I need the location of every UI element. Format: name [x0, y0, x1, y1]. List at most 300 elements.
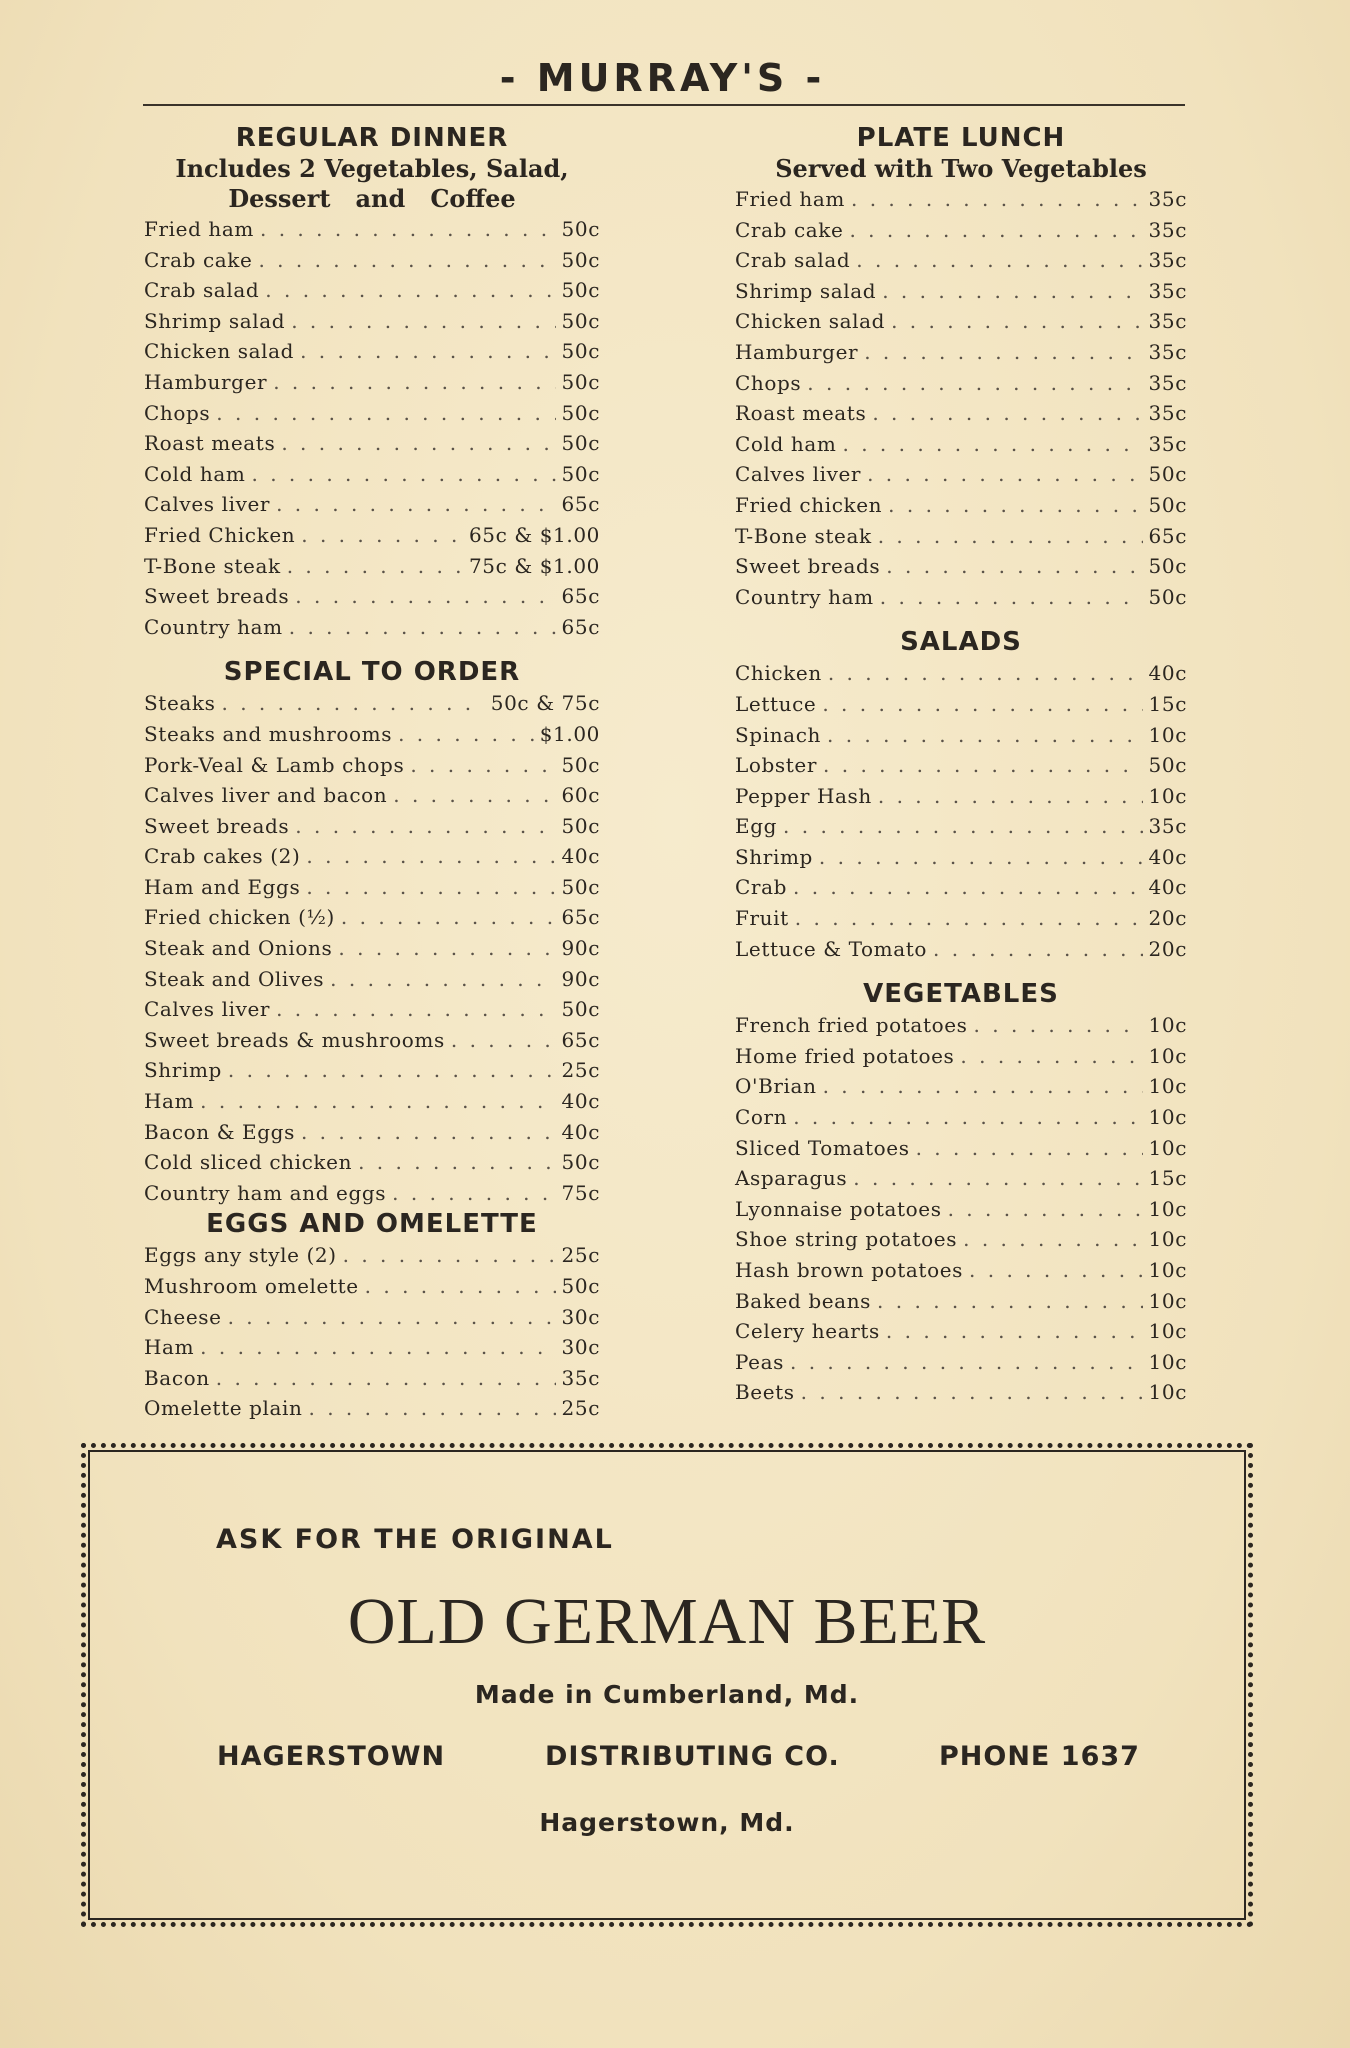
menu-item	[735, 1316, 1187, 1347]
leader-dots	[801, 1377, 1143, 1408]
menu-item-price: 75c & $1.00	[468, 553, 600, 578]
menu-item-price: 35c	[1148, 278, 1187, 303]
menu-item	[144, 1086, 600, 1117]
menu-item	[735, 1255, 1187, 1286]
menu-item-price: 25c	[561, 1058, 600, 1083]
menu-item-price: 35c	[1148, 401, 1187, 426]
menu-item-price: 35c	[1148, 309, 1187, 334]
eggs-omelette-section	[144, 1208, 600, 1424]
menu-item-name: Ham	[144, 1089, 195, 1114]
vegetables-title: VEGETABLES	[863, 979, 1059, 1010]
menu-item-name: Omelette plain	[144, 1396, 303, 1421]
menu-item	[144, 520, 600, 551]
leader-dots	[200, 1086, 555, 1117]
menu-item	[735, 551, 1187, 582]
menu-item	[144, 1240, 600, 1271]
menu-item-price: 20c	[1148, 936, 1187, 961]
menu-item	[735, 215, 1187, 246]
menu-item-name: Fried Chicken	[144, 522, 296, 547]
menu-item-name: Steak and Onions	[144, 936, 333, 961]
menu-item-price: 10c	[1148, 1013, 1187, 1038]
ad-made-in: Made in Cumberland, Md.	[474, 1680, 860, 1709]
leader-dots	[306, 872, 555, 903]
menu-item	[144, 1271, 600, 1302]
menu-masthead: - MURRAY'S -	[499, 56, 826, 100]
leader-dots	[216, 1363, 556, 1394]
menu-item	[144, 994, 600, 1025]
leader-dots	[341, 902, 556, 933]
menu-item-price: $1.00	[539, 721, 600, 746]
menu-item-price: 40c	[561, 1119, 600, 1144]
special-to-order-list	[144, 688, 600, 1208]
special-to-order-title: SPECIAL TO ORDER	[223, 657, 521, 688]
menu-item-name: Country ham	[735, 584, 874, 609]
leader-dots	[795, 903, 1143, 934]
menu-item-name: Baked beans	[735, 1288, 872, 1313]
ad-phone: PHONE 1637	[939, 1741, 1140, 1772]
leader-dots	[221, 688, 484, 719]
menu-item-name: Calves liver	[144, 492, 271, 517]
leader-dots	[828, 658, 1143, 689]
menu-item-price: 40c	[561, 1089, 600, 1114]
leader-dots	[878, 781, 1143, 812]
menu-item-price: 10c	[1148, 1227, 1187, 1252]
menu-item-name: Chops	[735, 370, 802, 395]
leader-dots	[365, 1271, 556, 1302]
menu-item-name: Steaks and mushrooms	[144, 721, 393, 746]
menu-item-price: 35c	[1148, 339, 1187, 364]
leader-dots	[822, 689, 1142, 720]
left-column	[144, 122, 600, 1424]
leader-dots	[793, 1102, 1142, 1133]
menu-item-name: Roast meats	[144, 431, 276, 456]
menu-item	[144, 1178, 600, 1209]
regular-dinner-section	[144, 122, 600, 642]
leader-dots	[891, 306, 1142, 337]
leader-dots	[849, 215, 1142, 246]
leader-dots	[392, 1178, 555, 1209]
menu-item-price: 30c	[561, 1304, 600, 1329]
menu-item	[735, 903, 1187, 934]
leader-dots	[281, 428, 555, 459]
leader-dots	[276, 489, 555, 520]
menu-item-name: Eggs any style (2)	[144, 1243, 337, 1268]
menu-item-price: 30c	[561, 1335, 600, 1360]
leader-dots	[790, 1347, 1143, 1378]
menu-item-price: 50c	[561, 752, 600, 777]
menu-item-name: Roast meats	[735, 401, 867, 426]
menu-item-name: Beets	[735, 1380, 795, 1405]
leader-dots	[783, 811, 1143, 842]
menu-item-name: French fried potatoes	[735, 1013, 968, 1038]
menu-item	[735, 1133, 1187, 1164]
menu-item-price: 60c	[561, 783, 600, 808]
menu-item	[735, 306, 1187, 337]
menu-item-price: 65c	[1148, 523, 1187, 548]
menu-item-price: 10c	[1148, 1349, 1187, 1374]
menu-item	[144, 275, 600, 306]
menu-item-price: 50c	[1148, 753, 1187, 778]
leader-dots	[886, 1316, 1143, 1347]
menu-item	[735, 781, 1187, 812]
leader-dots	[398, 719, 534, 750]
menu-item-name: Crab cakes (2)	[144, 844, 301, 869]
leader-dots	[807, 368, 1142, 399]
menu-item-name: Crab salad	[735, 248, 851, 273]
menu-item-name: O'Brian	[735, 1074, 817, 1099]
menu-item-price: 40c	[1148, 844, 1187, 869]
menu-item-name: Calves liver	[144, 997, 271, 1022]
menu-item-price: 10c	[1148, 783, 1187, 808]
menu-item-price: 50c	[561, 369, 600, 394]
menu-item-name: Chicken salad	[735, 309, 886, 334]
leader-dots	[300, 336, 555, 367]
menu-item-price: 10c	[1148, 722, 1187, 747]
leader-dots	[867, 459, 1142, 490]
menu-item-price: 65c & $1.00	[468, 522, 600, 547]
menu-item-price: 50c	[1148, 554, 1187, 579]
menu-item-name: Lobster	[735, 753, 818, 778]
menu-item	[735, 398, 1187, 429]
menu-item	[735, 1194, 1187, 1225]
vegetables-list	[735, 1010, 1187, 1408]
menu-item	[144, 398, 600, 429]
menu-item	[735, 1010, 1187, 1041]
menu-item	[144, 811, 600, 842]
leader-dots	[289, 612, 556, 643]
menu-item	[735, 276, 1187, 307]
leader-dots	[265, 275, 555, 306]
ad-company-mid: DISTRIBUTING CO.	[545, 1741, 840, 1772]
menu-item	[735, 689, 1187, 720]
menu-item-name: Fried ham	[144, 217, 254, 241]
plate-lunch-list	[735, 184, 1187, 612]
menu-item	[144, 841, 600, 872]
menu-item	[144, 459, 600, 490]
menu-item	[144, 551, 600, 582]
menu-item	[735, 1286, 1187, 1317]
menu-item	[735, 582, 1187, 613]
menu-item-name: Asparagus	[735, 1166, 848, 1191]
menu-item-name: Ham and Eggs	[144, 874, 301, 899]
menu-item	[735, 811, 1187, 842]
leader-dots	[200, 1332, 555, 1363]
leader-dots	[295, 581, 555, 612]
menu-item-name: Lyonnaise potatoes	[735, 1196, 942, 1221]
menu-item	[144, 1025, 600, 1056]
menu-item	[735, 1041, 1187, 1072]
menu-item	[144, 719, 600, 750]
menu-item-name: T-Bone steak	[735, 523, 872, 548]
leader-dots	[451, 1025, 556, 1056]
menu-item-name: Shrimp salad	[735, 278, 877, 303]
menu-item-price: 35c	[1148, 187, 1187, 211]
menu-item-price: 10c	[1148, 1043, 1187, 1068]
salads-title: SALADS	[900, 627, 1022, 658]
leader-dots	[338, 933, 555, 964]
menu-item-name: Chops	[144, 400, 211, 425]
leader-dots	[888, 490, 1142, 521]
leader-dots	[856, 245, 1142, 276]
menu-item-name: Fried ham	[735, 187, 845, 211]
menu-item-price: 20c	[1148, 906, 1187, 931]
menu-item-price: 35c	[1148, 248, 1187, 273]
menu-item	[144, 964, 600, 995]
menu-item-price: 50c	[561, 813, 600, 838]
ad-beer-name: OLD GERMAN BEER	[347, 1585, 987, 1658]
regular-dinner-list	[144, 214, 600, 642]
menu-item-price: 10c	[1148, 1258, 1187, 1282]
menu-item-price: 50c	[561, 874, 600, 899]
menu-item-price: 65c	[561, 584, 600, 609]
leader-dots	[228, 1055, 556, 1086]
menu-item	[735, 658, 1187, 689]
leader-dots	[306, 841, 555, 872]
menu-item	[735, 934, 1187, 965]
menu-item-name: Spinach	[735, 722, 821, 747]
menu-item	[735, 459, 1187, 490]
menu-item	[144, 489, 600, 520]
menu-item-price: 50c	[561, 247, 600, 272]
menu-item-price: 50c	[1148, 584, 1187, 609]
ad-company-left: HAGERSTOWN	[217, 1741, 446, 1772]
menu-item-price: 50c	[561, 461, 600, 486]
menu-item	[144, 1117, 600, 1148]
menu-item-name: Cold ham	[144, 461, 246, 486]
menu-item	[144, 1393, 600, 1424]
ad-ask-line: ASK FOR THE ORIGINAL	[216, 1524, 614, 1555]
menu-item-name: Hash brown potatoes	[735, 1258, 964, 1282]
menu-item	[144, 933, 600, 964]
menu-item-name: T-Bone steak	[144, 553, 281, 578]
menu-item-price: 50c	[1148, 462, 1187, 487]
plate-lunch-subtitle: Served with Two Vegetables	[775, 154, 1147, 183]
menu-item	[735, 750, 1187, 781]
menu-item	[735, 872, 1187, 903]
leader-dots	[793, 872, 1143, 903]
menu-item-name: Crab cake	[735, 217, 844, 242]
menu-item	[144, 872, 600, 903]
menu-item-price: 35c	[1148, 217, 1187, 242]
menu-item	[144, 902, 600, 933]
menu-item-price: 10c	[1148, 1074, 1187, 1099]
menu-item	[735, 337, 1187, 368]
leader-dots	[823, 1071, 1143, 1102]
menu-item-price: 50c	[1148, 492, 1187, 517]
leader-dots	[358, 1147, 555, 1178]
menu-item-price: 40c	[1148, 875, 1187, 900]
menu-item-price: 10c	[1148, 1288, 1187, 1313]
menu-item-price: 15c	[1148, 691, 1187, 716]
plate-lunch-section	[735, 122, 1187, 612]
menu-item-price: 50c	[561, 400, 600, 425]
menu-item-name: Cold sliced chicken	[144, 1150, 353, 1175]
menu-item-name: Bacon & Eggs	[144, 1119, 295, 1144]
menu-item-price: 40c	[561, 844, 600, 869]
menu-item-price: 65c	[561, 492, 600, 517]
menu-item	[144, 1302, 600, 1333]
menu-item-name: Fried chicken (½)	[144, 905, 335, 930]
leader-dots	[291, 306, 555, 337]
menu-item-price: 25c	[561, 1243, 600, 1268]
leader-dots	[853, 1163, 1142, 1194]
menu-item	[735, 1071, 1187, 1102]
menu-item-price: 50c	[561, 1150, 600, 1175]
menu-item-name: Lettuce & Tomato	[735, 936, 928, 961]
menu-item	[144, 428, 600, 459]
beer-advertisement	[81, 1443, 1253, 1927]
menu-item-price: 50c	[561, 278, 600, 303]
menu-item	[144, 367, 600, 398]
menu-item-name: Shrimp salad	[144, 308, 286, 333]
menu-item-price: 50c & 75c	[490, 691, 600, 716]
leader-dots	[295, 811, 555, 842]
menu-item	[144, 688, 600, 719]
menu-item-price: 10c	[1148, 1135, 1187, 1160]
leader-dots	[963, 1224, 1142, 1255]
menu-item-price: 10c	[1148, 1380, 1187, 1405]
menu-item	[144, 1363, 600, 1394]
menu-item-price: 90c	[561, 936, 600, 961]
leader-dots	[969, 1255, 1143, 1286]
menu-item-name: Calves liver	[735, 462, 862, 487]
menu-item	[735, 1102, 1187, 1133]
menu-item-price: 10c	[1148, 1105, 1187, 1130]
menu-item	[144, 1332, 600, 1363]
leader-dots	[864, 337, 1142, 368]
menu-item	[735, 521, 1187, 552]
eggs-omelette-title: EGGS AND OMELETTE	[206, 1209, 538, 1240]
leader-dots	[301, 520, 463, 551]
leader-dots	[343, 1240, 556, 1271]
menu-item	[144, 306, 600, 337]
menu-item-price: 35c	[561, 1365, 600, 1390]
menu-item-name: Country ham	[144, 614, 283, 639]
leader-dots	[882, 276, 1142, 307]
menu-item-name: Chicken	[735, 661, 822, 686]
eggs-omelette-list	[144, 1240, 600, 1424]
leader-dots	[819, 842, 1143, 873]
menu-item-price: 35c	[1148, 370, 1187, 395]
leader-dots	[276, 994, 555, 1025]
menu-item-name: Pork-Veal & Lamb chops	[144, 752, 405, 777]
leader-dots	[393, 780, 555, 811]
menu-item-name: Corn	[735, 1105, 788, 1130]
menu-item-name: Sweet breads	[144, 813, 290, 838]
menu-item-name: Sweet breads	[735, 554, 881, 579]
leader-dots	[933, 934, 1143, 965]
menu-item-name: Lettuce	[735, 691, 817, 716]
menu-item-name: Shrimp	[735, 844, 813, 869]
menu-item	[735, 1377, 1187, 1408]
menu-item-name: Fried chicken	[735, 492, 883, 517]
leader-dots	[823, 750, 1143, 781]
leader-dots	[877, 1286, 1143, 1317]
leader-dots	[309, 1393, 556, 1424]
regular-dinner-title: REGULAR DINNER	[235, 123, 509, 153]
salads-list	[735, 658, 1187, 964]
menu-item-name: Mushroom omelette	[144, 1274, 359, 1298]
menu-item	[735, 720, 1187, 751]
menu-item	[144, 336, 600, 367]
masthead-rule	[143, 104, 1185, 106]
menu-item-name: Egg	[735, 814, 778, 839]
menu-item-name: Chicken salad	[144, 339, 295, 364]
vegetables-section	[735, 978, 1187, 1408]
menu-item-name: Peas	[735, 1349, 784, 1374]
menu-item-price: 50c	[561, 1274, 600, 1298]
leader-dots	[410, 750, 555, 781]
menu-item	[735, 1163, 1187, 1194]
menu-item-price: 50c	[561, 431, 600, 456]
menu-item-name: Steaks	[144, 691, 216, 716]
menu-item-price: 65c	[561, 1027, 600, 1052]
menu-item	[144, 780, 600, 811]
leader-dots	[260, 214, 556, 245]
menu-item-name: Ham	[144, 1335, 195, 1360]
leader-dots	[330, 964, 555, 995]
menu-item	[735, 429, 1187, 460]
leader-dots	[273, 367, 555, 398]
menu-item-name: Steak and Olives	[144, 966, 325, 991]
menu-item-name: Home fried potatoes	[735, 1043, 955, 1068]
leader-dots	[872, 398, 1142, 429]
right-column	[735, 122, 1187, 1408]
leader-dots	[960, 1041, 1142, 1072]
regular-dinner-subtitle-2: Dessert and Coffee	[228, 184, 516, 213]
menu-item-name: Hamburger	[735, 339, 859, 364]
menu-item	[735, 184, 1187, 215]
menu-item-price: 35c	[1148, 814, 1187, 839]
menu-item-name: Crab salad	[144, 278, 260, 303]
menu-item-name: Hamburger	[144, 369, 268, 394]
plate-lunch-title: PLATE LUNCH	[856, 123, 1066, 153]
menu-item-price: 75c	[561, 1180, 600, 1205]
menu-item-name: Shrimp	[144, 1058, 222, 1083]
leader-dots	[916, 1133, 1143, 1164]
menu-item-name: Pepper Hash	[735, 783, 872, 808]
menu-item-name: Calves liver and bacon	[144, 783, 388, 808]
menu-item	[144, 581, 600, 612]
leader-dots	[216, 398, 555, 429]
menu-item	[735, 368, 1187, 399]
menu-item-name: Crab cake	[144, 247, 253, 272]
leader-dots	[301, 1117, 556, 1148]
salads-section	[735, 626, 1187, 964]
menu-item	[144, 245, 600, 276]
leader-dots	[287, 551, 463, 582]
menu-item-name: Cold ham	[735, 431, 837, 456]
leader-dots	[258, 245, 555, 276]
menu-item-price: 50c	[561, 308, 600, 333]
menu-item-name: Celery hearts	[735, 1319, 880, 1344]
leader-dots	[886, 551, 1142, 582]
menu-item-name: Sweet breads & mushrooms	[144, 1027, 445, 1052]
menu-item	[735, 1224, 1187, 1255]
menu-item-name: Fruit	[735, 906, 789, 931]
menu-item-price: 50c	[561, 339, 600, 364]
menu-item-price: 50c	[561, 997, 600, 1022]
regular-dinner-subtitle-1: Includes 2 Vegetables, Salad,	[175, 154, 569, 183]
menu-item-name: Country ham and eggs	[144, 1180, 387, 1205]
menu-item-name: Sweet breads	[144, 584, 290, 609]
menu-item-price: 10c	[1148, 1319, 1187, 1344]
menu-item-price: 40c	[1148, 661, 1187, 686]
menu-item-price: 35c	[1148, 431, 1187, 456]
menu-item	[144, 612, 600, 643]
menu-item-price: 65c	[561, 614, 600, 639]
special-to-order-section	[144, 656, 600, 1208]
